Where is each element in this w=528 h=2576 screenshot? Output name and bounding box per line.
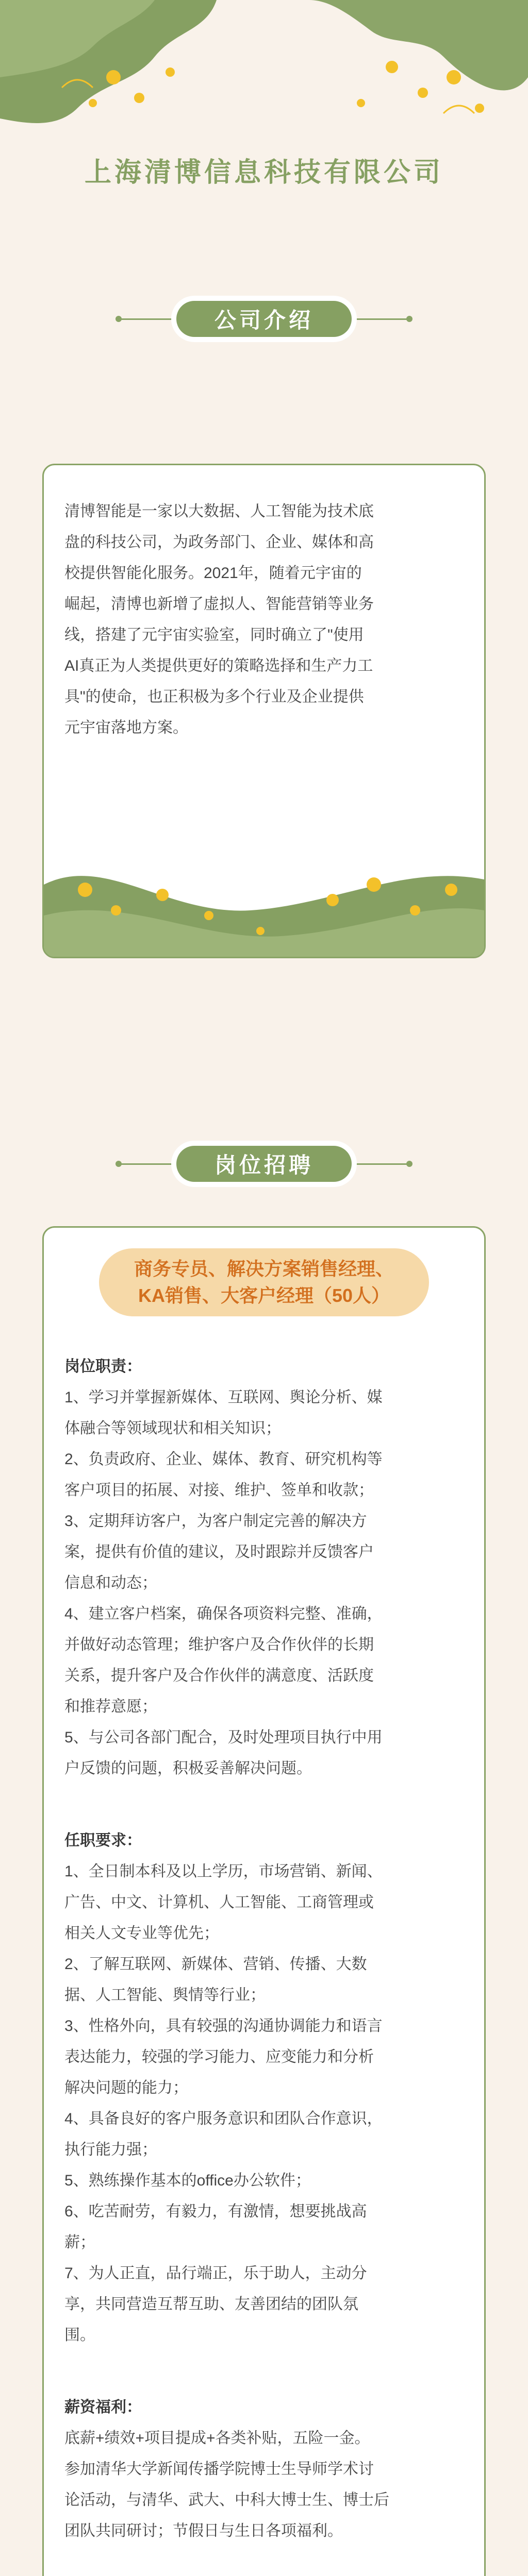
benefits-label: 薪资福利： — [64, 2399, 142, 2416]
header-pill — [171, 296, 357, 342]
duties-line: 和推荐意愿； — [64, 1698, 157, 1715]
benefits-line: 团队共同研讨；节假日与生日各项福利。 — [64, 2522, 343, 2539]
benefits-line: 底薪+绩效+项目提成+各类补贴，五险一金。 — [64, 2430, 370, 2447]
requirements-line: 表达能力，较强的学习能力、应变能力和分析 — [64, 2048, 374, 2065]
intro-header-text: 公司介绍 — [176, 301, 352, 337]
intro-line: 清博智能是一家以大数据、人工智能为技术底 — [64, 503, 374, 520]
requirements-line: 享，共同营造互帮互助、友善团结的团队氛 — [64, 2296, 358, 2313]
duties-line: 案，提供有价值的建议，及时跟踪并反馈客户 — [64, 1544, 374, 1561]
job-title-banner — [44, 1248, 484, 1320]
requirements-line: 解决问题的能力； — [64, 2079, 188, 2096]
duties-line: 关系，提升客户及合作伙伴的满意度、活跃度 — [64, 1667, 374, 1684]
requirements-line: 1、全日制本科及以上学历，市场营销、新闻、 — [64, 1863, 383, 1880]
intro-card — [42, 464, 486, 958]
intro-line: AI真正为人类提供更好的策略选择和生产力工 — [64, 657, 373, 674]
duties-label: 岗位职责： — [64, 1358, 142, 1375]
requirements-line: 7、为人正直，品行端正，乐于助人，主动分 — [64, 2265, 367, 2282]
jobs-header-text: 岗位招聘 — [176, 1146, 352, 1182]
jobs-section-header — [0, 1133, 528, 1195]
job-title-pill — [99, 1248, 429, 1316]
requirements-line: 5、熟练操作基本的office办公软件； — [64, 2172, 311, 2189]
duties-line: 信息和动态； — [64, 1574, 157, 1591]
intro-line: 崛起，清博也新增了虚拟人、智能营销等业务 — [64, 596, 374, 613]
intro-section-header — [0, 289, 528, 350]
top-floral-decoration — [0, 0, 528, 155]
job-title-line: KA销售、大客户经理（50人） — [138, 1285, 390, 1306]
requirements-line: 薪； — [64, 2234, 95, 2251]
intro-line: 元宇宙落地方案。 — [64, 719, 188, 736]
jobs-card — [42, 1226, 486, 2576]
requirements-line: 2、了解互联网、新媒体、营销、传播、大数 — [64, 1956, 367, 1973]
job-title-line: 商务专员、解决方案销售经理、 — [134, 1258, 394, 1279]
duties-line: 体融合等领域现状和相关知识； — [64, 1420, 281, 1437]
requirements-line: 6、吃苦耐劳，有毅力，有激情，想要挑战高 — [64, 2203, 367, 2220]
requirements-line: 据、人工智能、舆情等行业； — [64, 1987, 266, 2004]
jobs-body — [64, 1351, 464, 2547]
card-floral-decoration — [44, 833, 484, 957]
header-pill — [171, 1141, 357, 1187]
duties-line: 3、定期拜访客户，为客户制定完善的解决方 — [64, 1513, 367, 1530]
requirements-line: 3、性格外向，具有较强的沟通协调能力和语言 — [64, 2018, 383, 2035]
intro-paragraph — [64, 496, 464, 743]
requirements-line: 相关人文专业等优先； — [64, 1925, 219, 1942]
benefits-line: 参加清华大学新闻传播学院博士生导师学术讨 — [64, 2461, 374, 2478]
duties-line: 5、与公司各部门配合，及时处理项目执行中用 — [64, 1729, 383, 1746]
duties-line: 1、学习并掌握新媒体、互联网、舆论分析、媒 — [64, 1389, 383, 1406]
intro-line: 校提供智能化服务。2021年，随着元宇宙的 — [64, 565, 362, 582]
company-title: 上海清博信息科技有限公司 — [84, 158, 443, 188]
duties-line: 客户项目的拓展、对接、维护、签单和收款； — [64, 1482, 374, 1499]
requirements-line: 4、具备良好的客户服务意识和团队合作意识， — [64, 2110, 383, 2127]
requirements-line: 执行能力强； — [64, 2141, 157, 2158]
intro-line: 具"的使命，也正积极为多个行业及企业提供 — [64, 688, 364, 705]
requirements-label: 任职要求： — [64, 1832, 142, 1849]
requirements-line: 围。 — [64, 2327, 95, 2344]
spacer — [64, 1784, 464, 1825]
duties-line: 2、负责政府、企业、媒体、教育、研究机构等 — [64, 1451, 383, 1468]
spacer — [64, 2351, 464, 2392]
requirements-line: 广告、中文、计算机、人工智能、工商管理或 — [64, 1894, 374, 1911]
intro-line: 盘的科技公司，为政务部门、企业、媒体和高 — [64, 534, 374, 551]
duties-line: 4、建立客户档案，确保各项资料完整、准确， — [64, 1605, 383, 1622]
intro-line: 线，搭建了元宇宙实验室，同时确立了"使用 — [64, 626, 364, 643]
duties-line: 并做好动态管理；维护客户及合作伙伴的长期 — [64, 1636, 374, 1653]
benefits-line: 论活动，与清华、武大、中科大博士生、博士后 — [64, 2492, 389, 2509]
duties-line: 户反馈的问题，积极妥善解决问题。 — [64, 1760, 312, 1777]
